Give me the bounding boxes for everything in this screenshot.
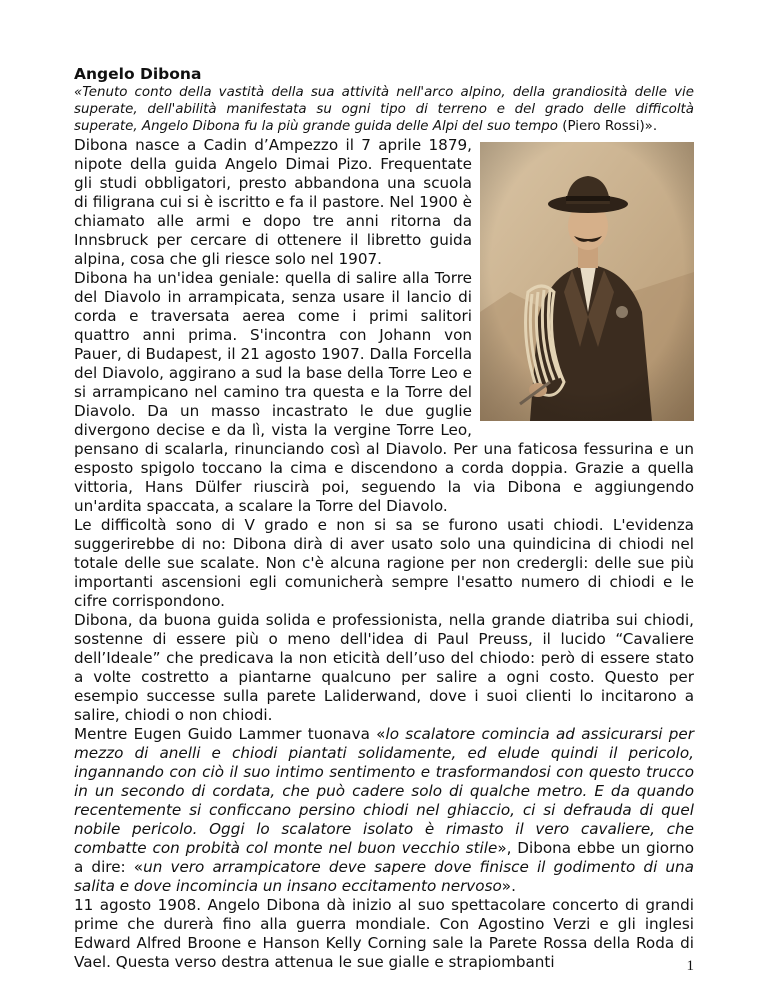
- lammer-quote: lo scalatore comincia ad assicurarsi per mezzo di anelli e chiodi piantati solidamente, ed elude quindi il pericolo, ingannando con ciò il suo intimo sentimento e trasformandosi con questo trucco in un secondo di cordata, che può cadere solo di qualche metro. E da quando recentemente si conficcano persino chiodi nel ghiaccio, ci si defrauda di quel nobile pericolo. Oggi lo scalatore isolato è rimasto il vero cavaliere, che combatte con probità col monte nel buon vecchio stile: [74, 725, 694, 857]
- document-body: [74, 64, 694, 972]
- intro-quote-paragraph: [74, 84, 694, 135]
- paragraph-2: Dibona ha un'idea geniale: quella di salire alla Torre del Diavolo in arrampicata, senza usare il lancio di corda e traversata aerea come i primi salitori quattro anni prima. S'incontra con Johann von Pauer, di Budapest, il 21 agosto 1907. Dalla Forcella del Diavolo, aggirano a sud la base della Torre Leo e si arrampicano nel camino tra questa e la Torre del Diavolo. Da un masso incastrato le due guglie divergono decise e da lì, vista la vergine Torre Leo, pensano di scalarla, rinunciando così al Diavolo. Per una faticosa fessurina e un esposto spigolo toccano la cima e discendono a corda doppia. Grazie a quella vittoria, Hans Dülfer riuscirà poi, seguendo la via Dibona e aggiungendo un'ardita spaccata, a scalare la Torre del Diavolo.: [74, 269, 694, 515]
- paragraph-6: 11 agosto 1908. Angelo Dibona dà inizio al suo spettacolare concerto di grandi prime che durerà fino alla guerra mondiale. Con Agostino Verzi e gli inglesi Edward Alfred Broone e Hanson Kelly Corning sale la Parete Rossa della Roda di Vael. Questa verso destra attenua le sue gialle e strapiombanti: [74, 896, 694, 971]
- paragraph-1: Dibona nasce a Cadin d’Ampezzo il 7 aprile 1879, nipote della guida Angelo Dimai Pizo. Frequentate gli studi obbligatori, presto abbandona una scuola di filigrana cui si è iscritto e fa il pastore. Nel 1900 è chiamato alle armi e dopo tre anni ritorna da Innsbruck per cercare di ottenere il libretto guida alpina, cosa che gli riesce solo nel 1907.: [74, 136, 472, 268]
- paragraph-5: [74, 725, 694, 896]
- portrait-photo: [480, 142, 694, 421]
- page-number: 1: [686, 958, 694, 974]
- intro-attribution: (Piero Rossi)».: [558, 119, 658, 134]
- portrait-photo-icon: [480, 142, 694, 421]
- paragraph-4: Dibona, da buona guida solida e professionista, nella grande diatriba sui chiodi, sostenne di essere più o meno dell'idea di Paul Preuss, il lucido “Cavaliere dell’Ideale” che predicava la non eticità dell’uso del chiodo: però di essere stato a volte costretto a piantarne qualcuno per salire a ogni costo. Questo per esempio successe sulla parete Laliderwand, dove i suoi clienti lo incitarono a salire, chiodi o non chiodi.: [74, 611, 694, 724]
- p5-text-e: ».: [501, 877, 516, 895]
- document-title: Angelo Dibona: [74, 65, 202, 83]
- p5-text-a: Mentre Eugen Guido Lammer tuonava «: [74, 725, 386, 743]
- paragraph-3: Le difficoltà sono di V grado e non si sa se furono usati chiodi. L'evidenza suggerirebbe di no: Dibona dirà di aver usato solo una quindicina di chiodi nel totale delle sue scalate. Non c'è alcuna ragione per non credergli: delle sue più importanti ascensioni egli comunicherà sempre l'esatto numero di chiodi e le cifre corrispondono.: [74, 516, 694, 610]
- dibona-quote: un vero arrampicatore deve sapere dove finisce il godimento di una salita e dove incomincia un insano eccitamento nervoso: [74, 858, 694, 895]
- p5-text-c: », Dibona ebbe un giorno a dire: «: [74, 839, 694, 876]
- intro-quote: «Tenuto conto della vastità della sua attività nell'arco alpino, della grandiosità delle vie superate, dell'abilità manifestata su ogni tipo di terreno e del grado delle difficoltà superate, Angelo Dibona fu la più grande guida delle Alpi del suo tempo: [74, 85, 694, 134]
